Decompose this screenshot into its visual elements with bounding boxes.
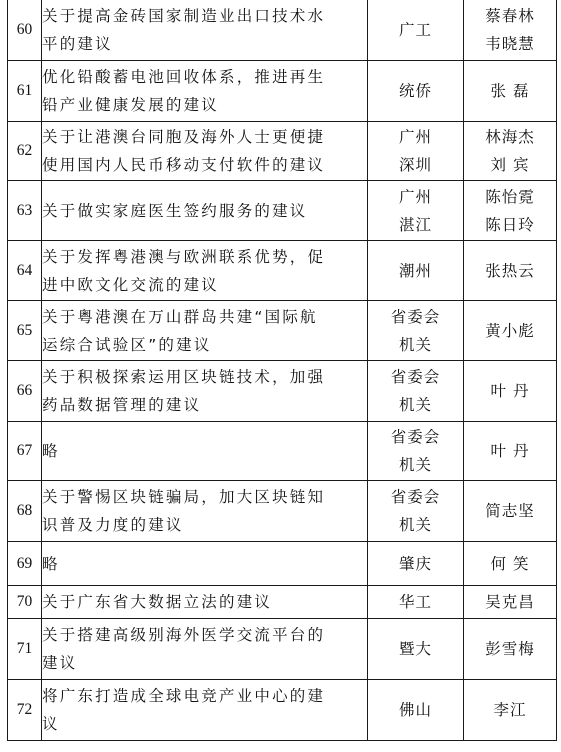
submitting-unit-line: 深圳: [398, 156, 432, 174]
proposer-name: 蔡春林: [485, 7, 535, 25]
proposal-title-line: 略: [42, 554, 60, 573]
row-number-cell: [8, 619, 42, 680]
submitting-unit-line: 机关: [398, 335, 432, 354]
proposal-title-line: 关于做实家庭医生签约服务的建议: [42, 201, 308, 220]
table-row: [8, 61, 557, 122]
row-number-cell: [8, 301, 42, 361]
row-number: 62: [16, 142, 33, 159]
proposer-names-cell: [464, 481, 557, 542]
proposer-name: 刘 宾: [490, 156, 530, 174]
submitting-unit-line: 省委会: [390, 307, 441, 326]
proposal-title-cell: [42, 61, 368, 122]
proposer-names-cell: [464, 181, 557, 241]
proposal-title-line: 关于积极探索运用区块链技术，加强: [42, 368, 326, 386]
proposer-name: 陈怡霓: [485, 187, 535, 206]
submitting-unit-cell: [368, 542, 464, 586]
proposer-name: 张热云: [485, 261, 535, 280]
proposal-title-line: 关于让港澳台同胞及海外人士更便捷: [42, 128, 326, 146]
proposal-title-cell: [42, 0, 368, 61]
proposer-names-cell: [464, 619, 557, 680]
table-row: [8, 586, 557, 619]
submitting-unit-cell: [368, 122, 464, 181]
row-number: 60: [16, 21, 33, 38]
proposer-names-cell: [464, 680, 557, 741]
submitting-unit-line: 省委会: [390, 368, 441, 386]
submitting-unit-line: 广工: [398, 21, 432, 39]
proposal-title-cell: [42, 301, 368, 361]
proposal-title-line: 建议: [42, 654, 78, 672]
submitting-unit-line: 潮州: [398, 261, 432, 280]
submitting-unit-line: 统侨: [398, 82, 432, 100]
proposal-title-line: 进中欧文化交流的建议: [42, 275, 220, 294]
submitting-unit-line: 机关: [398, 456, 432, 474]
proposal-title-line: 识普及力度的建议: [42, 516, 184, 534]
table-row: [8, 542, 557, 586]
proposer-names-cell: [464, 422, 557, 481]
proposal-title-line: 优化铅酸蓄电池回收体系，推进再生: [42, 68, 326, 86]
row-number-cell: [8, 241, 42, 301]
submitting-unit-line: 湛江: [398, 215, 432, 234]
proposer-name: 黄小彪: [485, 321, 535, 340]
row-number: 61: [16, 82, 33, 99]
row-number: 64: [16, 261, 33, 279]
table-row: [8, 422, 557, 481]
proposal-title-cell: [42, 542, 368, 586]
row-number-cell: [8, 422, 42, 481]
proposal-title-line: 关于广东省大数据立法的建议: [42, 593, 273, 611]
submitting-unit-cell: [368, 361, 464, 422]
row-number: 65: [16, 321, 33, 339]
table-row: [8, 619, 557, 680]
submitting-unit-line: 肇庆: [398, 554, 432, 573]
submitting-unit-cell: [368, 619, 464, 680]
proposal-title-line: 关于提高金砖国家制造业出口技术水: [42, 7, 326, 25]
proposer-name: 吴克昌: [485, 593, 535, 611]
table-row: [8, 481, 557, 542]
proposer-name: 李江: [493, 701, 527, 719]
table-row: [8, 122, 557, 181]
proposal-title-cell: [42, 361, 368, 422]
row-number-cell: [8, 0, 42, 61]
row-number-cell: [8, 481, 42, 542]
proposer-name: 张 磊: [490, 82, 530, 100]
row-number: 72: [16, 701, 33, 718]
proposal-title-line: 关于警惕区块链骗局，加大区块链知: [42, 488, 326, 506]
row-number: 69: [16, 554, 33, 572]
row-number: 70: [16, 593, 33, 610]
proposal-title-line: 铅产业健康发展的建议: [42, 96, 220, 114]
proposal-title-cell: [42, 680, 368, 741]
row-number-cell: [8, 542, 42, 586]
table-row: [8, 680, 557, 741]
submitting-unit-cell: [368, 481, 464, 542]
proposer-names-cell: [464, 586, 557, 619]
table-row: [8, 361, 557, 422]
proposal-title-line: 将广东打造成全球电竞产业中心的建: [42, 687, 326, 705]
proposal-title-cell: [42, 181, 368, 241]
proposer-name: 林海杰: [485, 128, 535, 146]
proposal-table-body: [8, 0, 557, 741]
submitting-unit-line: 省委会: [390, 428, 441, 446]
proposal-title-cell: [42, 422, 368, 481]
proposer-name: 叶 丹: [490, 382, 530, 400]
submitting-unit-line: 暨大: [398, 640, 432, 658]
proposal-table: [7, 0, 557, 741]
proposer-name: 何 笑: [490, 554, 530, 573]
proposer-name: 陈日玲: [485, 215, 535, 234]
submitting-unit-line: 广州: [398, 187, 432, 206]
row-number: 66: [16, 382, 33, 399]
submitting-unit-cell: [368, 301, 464, 361]
table-row: [8, 241, 557, 301]
table-row: [8, 0, 557, 61]
proposal-title-line: 药品数据管理的建议: [42, 396, 202, 414]
proposal-title-line: 关于粤港澳在万山群岛共建“国际航: [42, 307, 318, 326]
submitting-unit-cell: [368, 181, 464, 241]
row-number-cell: [8, 122, 42, 181]
submitting-unit-cell: [368, 241, 464, 301]
submitting-unit-cell: [368, 0, 464, 61]
row-number-cell: [8, 680, 42, 741]
proposal-title-line: 使用国内人民币移动支付软件的建议: [42, 156, 326, 174]
proposal-title-line: 平的建议: [42, 35, 113, 53]
submitting-unit-line: 机关: [398, 516, 432, 534]
proposal-title-line: 关于发挥粤港澳与欧洲联系优势，促: [42, 247, 326, 266]
submitting-unit-cell: [368, 61, 464, 122]
proposer-names-cell: [464, 542, 557, 586]
proposal-title-cell: [42, 122, 368, 181]
row-number-cell: [8, 586, 42, 619]
row-number: 68: [16, 502, 33, 519]
row-number: 63: [16, 201, 33, 219]
row-number-cell: [8, 61, 42, 122]
proposal-title-cell: [42, 619, 368, 680]
proposal-title-cell: [42, 481, 368, 542]
proposal-title-line: 运综合试验区”的建议: [42, 335, 212, 354]
submitting-unit-cell: [368, 586, 464, 619]
submitting-unit-line: 华工: [398, 593, 432, 611]
proposer-names-cell: [464, 122, 557, 181]
submitting-unit-line: 广州: [398, 128, 432, 146]
proposer-names-cell: [464, 361, 557, 422]
submitting-unit-line: 省委会: [390, 488, 441, 506]
submitting-unit-cell: [368, 680, 464, 741]
submitting-unit-line: 佛山: [398, 701, 432, 719]
proposal-title-line: 议: [42, 715, 60, 733]
row-number-cell: [8, 181, 42, 241]
proposer-names-cell: [464, 301, 557, 361]
proposal-title-cell: [42, 586, 368, 619]
row-number-cell: [8, 361, 42, 422]
proposal-title-line: 关于搭建高级别海外医学交流平台的: [42, 626, 326, 644]
row-number: 67: [16, 442, 33, 459]
proposer-name: 简志坚: [485, 502, 535, 520]
proposal-title-line: 略: [42, 442, 60, 460]
proposer-names-cell: [464, 0, 557, 61]
table-row: [8, 181, 557, 241]
proposer-name: 彭雪梅: [485, 640, 535, 658]
row-number: 71: [16, 640, 33, 657]
proposer-name: 叶 丹: [490, 442, 530, 460]
submitting-unit-cell: [368, 422, 464, 481]
submitting-unit-line: 机关: [398, 396, 432, 414]
proposer-names-cell: [464, 61, 557, 122]
proposal-title-cell: [42, 241, 368, 301]
proposer-name: 韦晓慧: [485, 35, 535, 53]
table-row: [8, 301, 557, 361]
proposer-names-cell: [464, 241, 557, 301]
